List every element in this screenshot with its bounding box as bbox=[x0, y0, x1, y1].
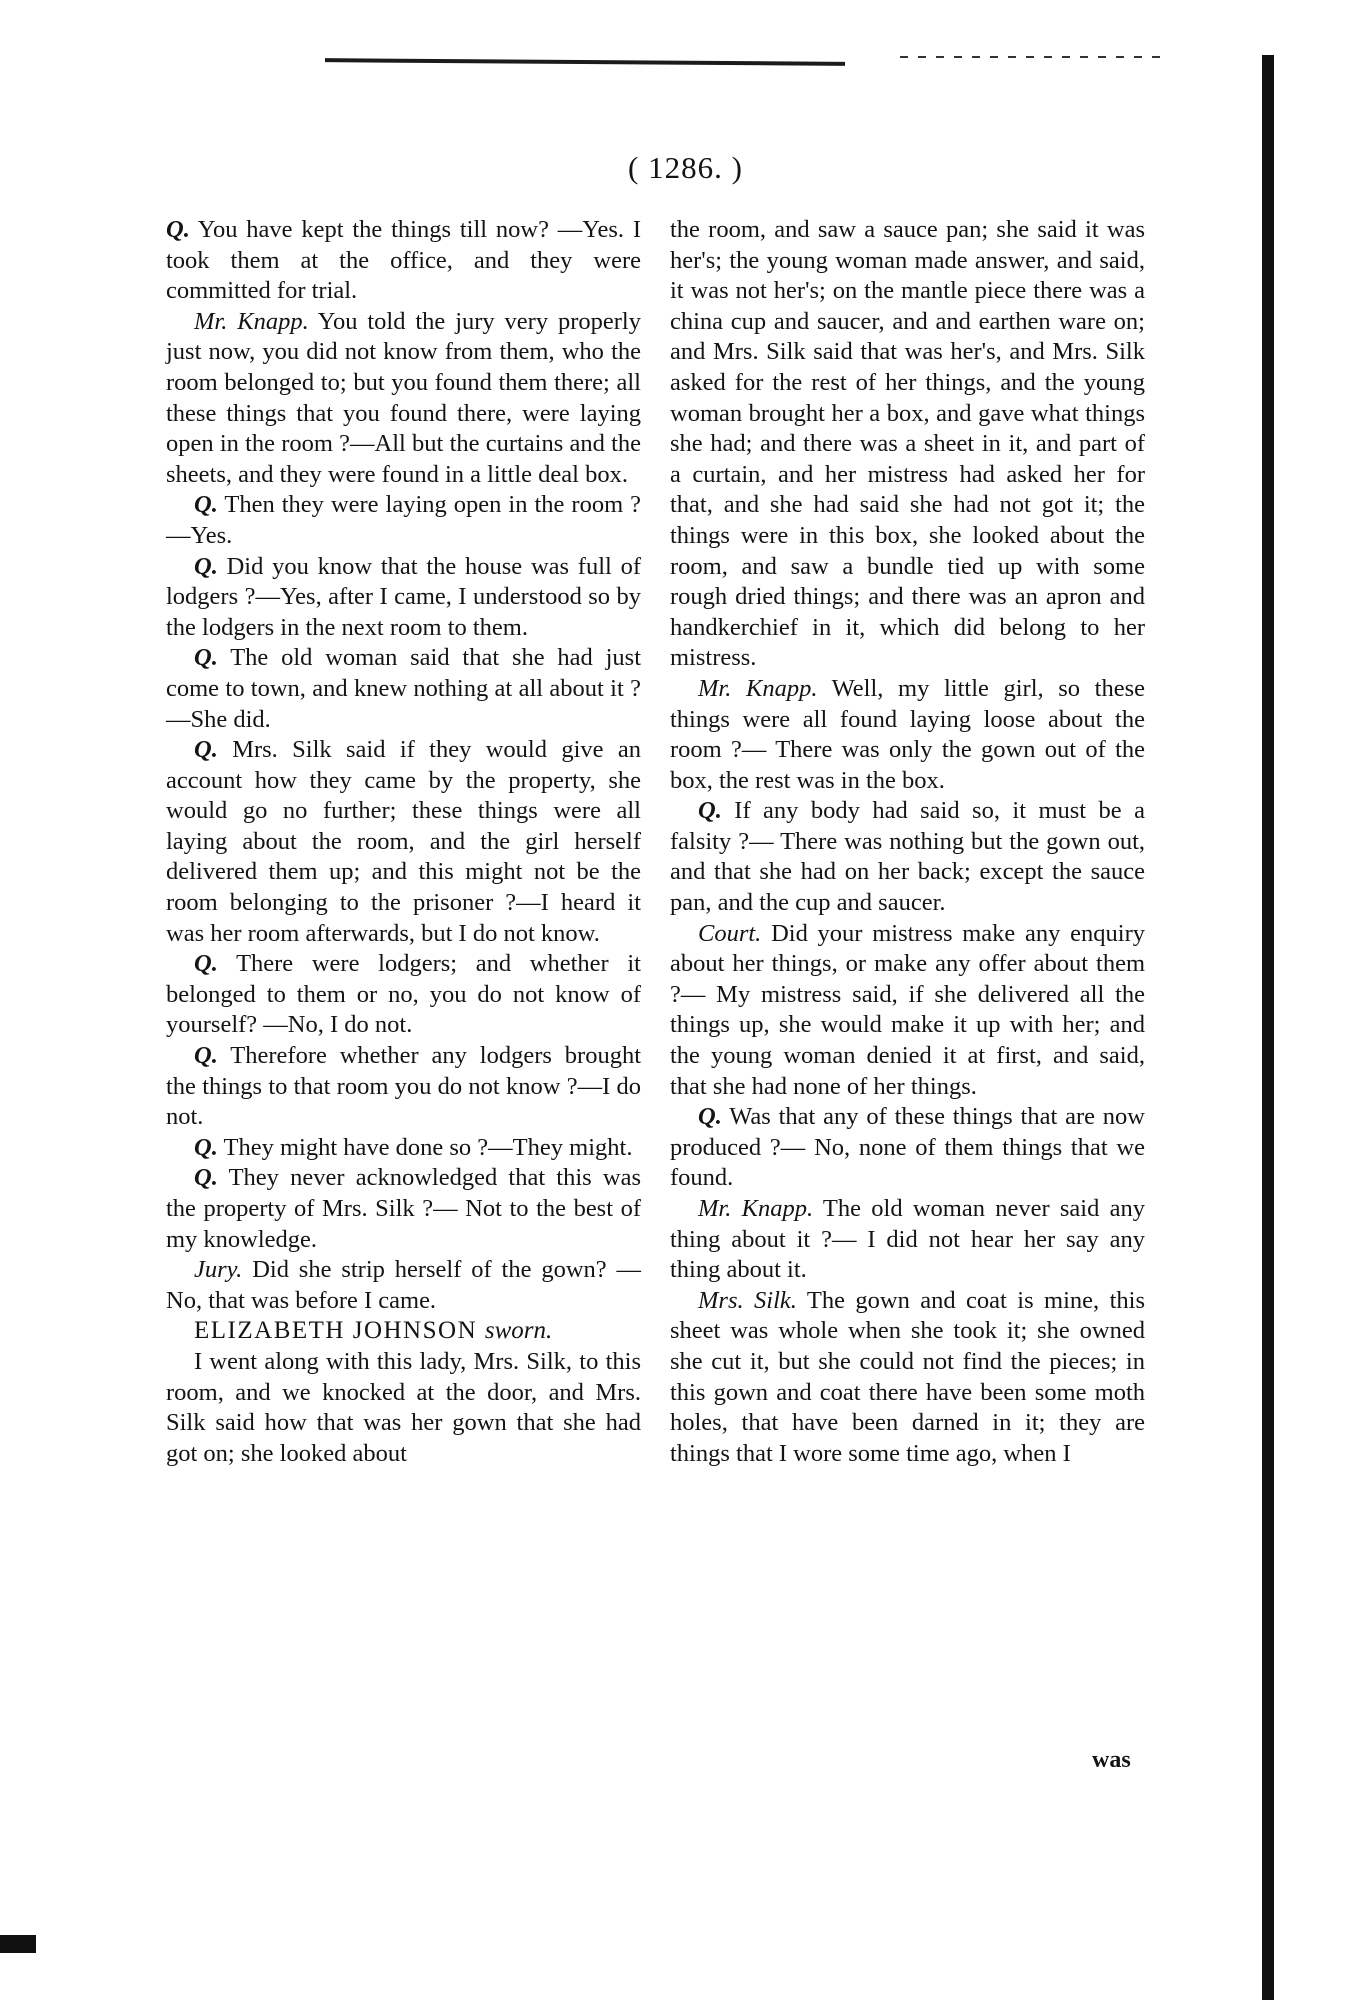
paragraph-text: If any body had said so, it must be a falsity ?— There was nothing but the gown out, and that she had on her back; except the sauce pan, and the cup and saucer. bbox=[670, 797, 1146, 917]
testimony-paragraph bbox=[166, 735, 641, 949]
testimony-paragraph bbox=[166, 949, 641, 1041]
question-marker: Q. bbox=[194, 552, 218, 580]
testimony-paragraph bbox=[166, 490, 641, 551]
paragraph-text: The old woman never said any thing about it ?— I did not hear her say any thing about it. bbox=[670, 1195, 1145, 1284]
testimony-paragraph bbox=[670, 919, 1145, 1103]
paragraph-text: There were lodgers; and whether it belonged to them or no, you do not know of yourself? —No, I do not. bbox=[166, 950, 641, 1039]
testimony-paragraph bbox=[166, 643, 641, 735]
paragraph-text: Did she strip herself of the gown? —No, that was before I came. bbox=[166, 1256, 642, 1314]
testimony-paragraph bbox=[670, 1286, 1145, 1470]
testimony-paragraph bbox=[166, 1347, 641, 1469]
page-number: ( 1286. ) bbox=[628, 150, 743, 185]
testimony-paragraph bbox=[670, 215, 1145, 674]
top-dashed-rule bbox=[900, 56, 1160, 58]
testimony-paragraph bbox=[166, 1163, 641, 1255]
question-marker: Q. bbox=[166, 216, 190, 243]
speaker-name: Mr. Knapp. bbox=[698, 674, 818, 702]
question-marker: Q. bbox=[194, 950, 218, 978]
paragraph-text: Did your mistress make any enquiry about her things, or make any offer about them ?— My mistress said, if she delivered all the things up, she would make it up with her; and the young woman denied it at first, and said, that she had none of her things. bbox=[670, 919, 1145, 1100]
paragraph-text: Was that any of these things that are now produced ?— No, none of them things that we found. bbox=[670, 1103, 1145, 1192]
speaker-name: Jury. bbox=[194, 1256, 243, 1284]
top-printed-rule bbox=[325, 58, 845, 66]
paragraph-text: Did you know that the house was full of lodgers ?—Yes, after I came, I understood so by the lodgers in the next room to them. bbox=[166, 552, 641, 641]
paragraph-text: You told the jury very properly just now, you did not know from them, who the room belonged to; but you found them there; all these things that you found there, were laying open in the room ?—All but the curtains and the sheets, and they were found in a little deal box. bbox=[166, 307, 641, 488]
testimony-paragraph bbox=[166, 215, 641, 307]
testimony-paragraph bbox=[166, 1133, 641, 1164]
testimony-paragraph bbox=[670, 796, 1145, 918]
testimony-paragraph bbox=[670, 674, 1145, 796]
question-marker: Q. bbox=[194, 491, 218, 519]
paragraph-text: I went along with this lady, Mrs. Silk, to this room, and we knocked at the door, and Mrs. Silk said how that was her gown that she had got on; she looked about bbox=[166, 1347, 641, 1467]
testimony-paragraph bbox=[670, 1194, 1145, 1286]
paragraph-text: You have kept the things till now? —Yes. I took them at the office, and they were committed for trial. bbox=[166, 216, 642, 305]
question-marker: Q. bbox=[698, 1103, 722, 1131]
speaker-name: Mr. Knapp. bbox=[194, 307, 309, 335]
testimony-paragraph bbox=[166, 307, 641, 491]
right-text-column bbox=[670, 215, 1145, 1469]
paragraph-text: The old woman said that she had just come to town, and knew nothing at all about it ?—She did. bbox=[166, 644, 642, 733]
witness-name: ELIZABETH JOHNSON bbox=[194, 1317, 478, 1345]
question-marker: Q. bbox=[194, 1042, 218, 1070]
testimony-paragraph bbox=[670, 1102, 1145, 1194]
question-marker: Q. bbox=[698, 797, 722, 825]
left-text-column bbox=[166, 215, 641, 1469]
question-marker: Q. bbox=[194, 1133, 218, 1161]
speaker-name: Court. bbox=[698, 919, 762, 947]
paragraph-text: Therefore whether any lodgers brought the things to that room you do not know ?—I do not. bbox=[166, 1042, 642, 1131]
speaker-name: Mrs. Silk. bbox=[698, 1286, 797, 1314]
paragraph-text: Well, my little girl, so these things were all found laying loose about the room ?— There was only the gown out of the box, the rest was in the box. bbox=[670, 674, 1146, 794]
sworn-label: sworn. bbox=[484, 1317, 553, 1345]
testimony-paragraph bbox=[166, 1255, 641, 1316]
testimony-paragraph bbox=[166, 1041, 641, 1133]
testimony-paragraph bbox=[166, 552, 641, 644]
witness-heading bbox=[166, 1316, 641, 1347]
paragraph-text: Then they were laying open in the room ?—Yes. bbox=[166, 491, 642, 549]
scan-edge-mark bbox=[0, 1935, 36, 1953]
catchword: was bbox=[1092, 1747, 1131, 1773]
paragraph-text: the room, and saw a sauce pan; she said it was her's; the young woman made answer, and said, it was not her's; on the mantle piece there was a china cup and saucer, and and earthen ware on; and Mrs. Silk said that was her's, and Mrs. Silk asked for the rest of her things, and the young woman brought her a box, and gave what things she had; and there was a sheet in it, and part of a curtain, and her mistress had asked her for that, and she had said she had not got it; the things were in this box, she looked about the room, and saw a bundle tied up with some rough dried things; and there was an apron and handkerchief in it, which did belong to her mistress. bbox=[670, 216, 1145, 672]
question-marker: Q. bbox=[194, 1164, 218, 1192]
paragraph-text: They never acknowledged that this was the property of Mrs. Silk ?— Not to the best of my knowledge. bbox=[166, 1164, 641, 1253]
paragraph-text: They might have done so ?—They might. bbox=[223, 1133, 633, 1161]
paragraph-text: The gown and coat is mine, this sheet was whole when she took it; she owned she cut it, but she could not find the pieces; in this gown and coat there have been some moth holes, that have been darned in it; they are things that I wore some time ago, when I bbox=[670, 1286, 1145, 1467]
paragraph-text: Mrs. Silk said if they would give an account how they came by the property, she would go no further; these things were all laying about the room, and the girl herself delivered them up; and this might not be the room belonging to the prisoner ?—I heard it was her room afterwards, but I do not know. bbox=[166, 736, 642, 947]
question-marker: Q. bbox=[194, 644, 218, 672]
binding-edge-shadow bbox=[1262, 55, 1274, 2000]
question-marker: Q. bbox=[194, 736, 218, 764]
speaker-name: Mr. Knapp. bbox=[698, 1195, 814, 1222]
